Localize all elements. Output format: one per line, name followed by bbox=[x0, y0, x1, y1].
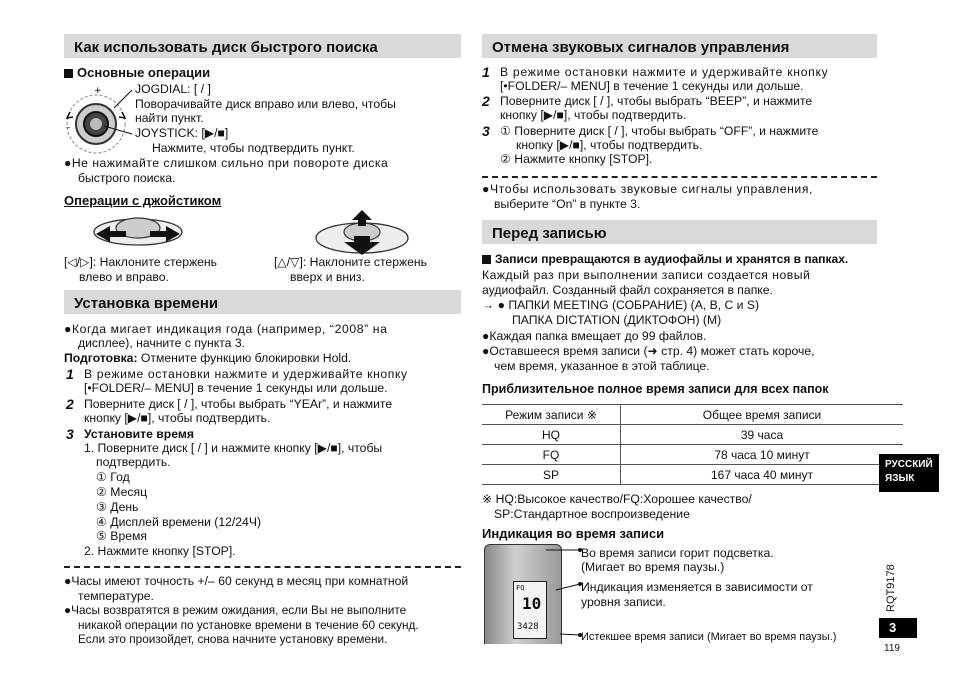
folders-dictation: ПАПКА DICTATION (ДИКТОФОН) (M) bbox=[512, 313, 722, 327]
lcd-elapsed-time: 3428 bbox=[517, 622, 539, 632]
note-beep-on-2: выберите “On” в пункте 3. bbox=[494, 197, 641, 211]
note-pressure-2: быстрого поиска. bbox=[78, 171, 176, 185]
table-cell: HQ bbox=[482, 425, 621, 445]
section-header-jog: Как использовать диск быстрого поиска bbox=[64, 34, 461, 58]
note-timeout-2: никакой операции по установке времени в течение 60 секунд. bbox=[78, 618, 419, 632]
jog-desc: Поворачивайте диск вправо или влево, чтобы bbox=[135, 97, 396, 111]
beep-step-2-number: 2 bbox=[482, 93, 490, 109]
section-header-time: Установка времени bbox=[64, 290, 461, 314]
table-title: Приблизительное полное время записи для всех папок bbox=[482, 382, 829, 396]
ud-desc: [△/▽]: Наклоните стержень bbox=[274, 255, 428, 269]
step-3-sub-1: 1. Поверните диск [ / ] и нажмите кнопку [▶/■], чтобы bbox=[84, 441, 383, 455]
step-2-text: Поверните диск [ / ], чтобы выбрать “YEAr”, и нажмите bbox=[84, 397, 393, 411]
step-1-text-2: [•FOLDER/– MENU] в течение 1 секунды или дольше. bbox=[84, 381, 388, 395]
beep-step-3-text-3: ② Нажмите кнопку [STOP]. bbox=[500, 152, 653, 166]
table-header-time: Общее время записи bbox=[621, 405, 904, 425]
indication-backlight: Во время записи горит подсветка. bbox=[581, 546, 774, 560]
section-header-before-recording: Перед записью bbox=[482, 220, 877, 244]
document-code: RQT9178 bbox=[885, 564, 897, 612]
svg-text:+: + bbox=[94, 86, 102, 96]
joystick-ud-illustration bbox=[314, 208, 410, 256]
table-header-mode: Режим записи ※ bbox=[482, 405, 621, 425]
recording-heading: Записи превращаются в аудиофайлы и хранятся в папках. bbox=[482, 252, 848, 267]
step-2-number: 2 bbox=[66, 396, 74, 412]
note-year-blink: ●Когда мигает индикация года (например, “2008” на bbox=[64, 322, 388, 336]
note-remaining-time-2: чем время, указанное в этой таблице. bbox=[494, 359, 710, 373]
table-row bbox=[482, 425, 903, 445]
jog-dial-illustration bbox=[62, 82, 140, 162]
language-tab bbox=[879, 454, 939, 492]
step-1-text: В режиме остановки нажмите и удерживайте кнопку bbox=[84, 367, 408, 381]
step-3-text: Установите время bbox=[84, 427, 194, 441]
lr-desc-2: влево и вправо. bbox=[79, 270, 169, 284]
page-number-tab: 3 bbox=[879, 618, 917, 638]
option-display: ④ Дисплей времени (12/24Ч) bbox=[96, 515, 262, 529]
joystick-desc: Нажмите, чтобы подтвердить пункт. bbox=[152, 141, 355, 155]
divider-left bbox=[64, 566, 461, 568]
divider-right bbox=[482, 176, 877, 178]
language-tab-line-2: ЯЗЫК bbox=[885, 473, 915, 484]
note-remaining-time: ●Оставшееся время записи (➜ стр. 4) может стать короче, bbox=[482, 344, 815, 358]
beep-step-3-text-2: кнопку [▶/■], чтобы подтвердить. bbox=[516, 138, 703, 152]
table-cell: 78 часа 10 минут bbox=[621, 445, 904, 465]
table-row bbox=[482, 465, 903, 485]
beep-step-3-text: ① Поверните диск [ / ], чтобы выбрать “OFF”, и нажмите bbox=[500, 124, 819, 138]
indication-backlight-2: (Мигает во время паузы.) bbox=[581, 560, 725, 574]
beep-step-3-number: 3 bbox=[482, 123, 490, 139]
option-month: ② Месяц bbox=[96, 485, 148, 499]
lcd-file-number: 10 bbox=[522, 594, 542, 613]
folders-meeting: → ● ПАПКИ MEETING (СОБРАНИЕ) (A, B, C и S) bbox=[482, 298, 760, 312]
note-year-blink-2: дисплее), начните с пункта 3. bbox=[78, 336, 245, 350]
jog-desc-2: найти пункт. bbox=[135, 111, 204, 125]
indication-leader-lines bbox=[540, 548, 584, 644]
table-cell: SP bbox=[482, 465, 621, 485]
page-number-small: 119 bbox=[884, 643, 900, 654]
language-tab-line-1: РУССКИЙ bbox=[885, 459, 933, 470]
indication-elapsed: Истекшее время записи (Мигает во время паузы.) bbox=[581, 631, 837, 643]
beep-step-2-text-2: кнопку [▶/■], чтобы подтвердить. bbox=[500, 108, 687, 122]
note-timeout-3: Если это произойдет, снова начните установку времени. bbox=[78, 632, 388, 646]
table-row bbox=[482, 445, 903, 465]
beep-step-1-text-2: [•FOLDER/– MENU] в течение 1 секунды или дольше. bbox=[500, 79, 804, 93]
basic-ops-heading: Основные операции bbox=[64, 66, 210, 81]
table-cell: FQ bbox=[482, 445, 621, 465]
step-3-sub-1-2: подтвердить. bbox=[96, 455, 171, 469]
recording-time-table bbox=[482, 404, 903, 485]
jogdial-label: JOGDIAL: [ / ] bbox=[135, 82, 211, 96]
table-cell: 167 часа 40 минут bbox=[621, 465, 904, 485]
table-cell: 39 часа bbox=[621, 425, 904, 445]
prep-line: Подготовка: Отмените функцию блокировки Hold. bbox=[64, 351, 352, 365]
option-time: ⑤ Время bbox=[96, 529, 147, 543]
step-3-sub-2: 2. Нажмите кнопку [STOP]. bbox=[84, 544, 236, 558]
step-2-text-2: кнопку [▶/■], чтобы подтвердить. bbox=[84, 411, 271, 425]
beep-step-1-text: В режиме остановки нажмите и удерживайте кнопку bbox=[500, 65, 829, 79]
table-header-row bbox=[482, 405, 903, 425]
note-99-files: ●Каждая папка вмещает до 99 файлов. bbox=[482, 329, 707, 343]
joystick-label: JOYSTICK: [▶/■] bbox=[135, 126, 229, 140]
joystick-lr-illustration bbox=[92, 214, 184, 248]
note-beep-on: ●Чтобы использовать звуковые сигналы управления, bbox=[482, 182, 814, 196]
indication-level: Индикация изменяется в зависимости от bbox=[581, 580, 813, 594]
step-3-number: 3 bbox=[66, 426, 74, 442]
svg-text:–: – bbox=[66, 123, 71, 133]
footnote-quality-2: SP:Стандартное воспроизведение bbox=[494, 507, 690, 521]
joystick-ops-heading: Операции с джойстиком bbox=[64, 193, 222, 208]
note-timeout: ●Часы возвратятся в режим ожидания, если Вы не выполните bbox=[64, 603, 407, 617]
note-accuracy-2: температуре. bbox=[78, 589, 154, 603]
lcd-folder: FQ bbox=[516, 584, 525, 592]
footnote-quality: ※ HQ:Высокое качество/FQ:Хорошее качество/ bbox=[482, 492, 752, 506]
option-year: ① Год bbox=[96, 470, 130, 484]
lr-desc: [◁/▷]: Наклоните стержень bbox=[64, 255, 218, 269]
indication-heading: Индикация во время записи bbox=[482, 526, 665, 541]
beep-step-1-number: 1 bbox=[482, 64, 490, 80]
recording-text-2: аудиофайл. Созданный файл сохраняется в папке. bbox=[482, 283, 773, 297]
note-pressure: ●Не нажимайте слишком сильно при повороте диска bbox=[64, 156, 389, 170]
option-day: ③ День bbox=[96, 500, 139, 514]
beep-step-2-text: Поверните диск [ / ], чтобы выбрать “BEEP”, и нажмите bbox=[500, 94, 813, 108]
ud-desc-2: вверх и вниз. bbox=[290, 270, 365, 284]
step-1-number: 1 bbox=[66, 366, 74, 382]
section-header-beep: Отмена звуковых сигналов управления bbox=[482, 34, 877, 58]
recording-text: Каждый раз при выполнении записи создается новый bbox=[482, 268, 811, 282]
indication-level-2: уровня записи. bbox=[581, 595, 666, 609]
note-accuracy: ●Часы имеют точность +/– 60 секунд в месяц при комнатной bbox=[64, 574, 409, 588]
